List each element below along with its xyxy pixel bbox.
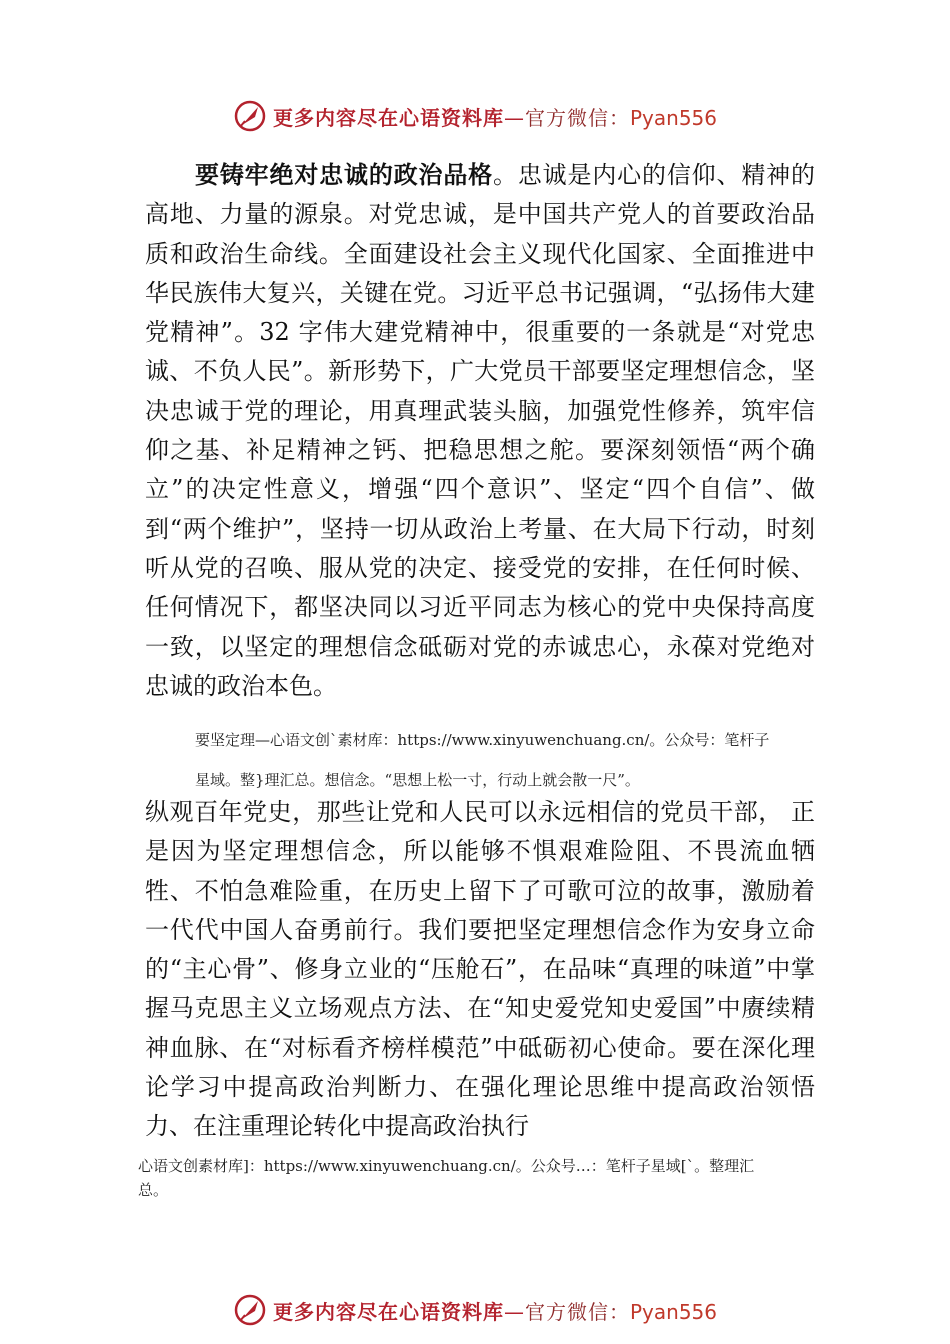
quill-logo-icon bbox=[233, 1293, 267, 1327]
banner-separator: — bbox=[503, 105, 525, 130]
banner-site: 更多内容尽在心语资料库 bbox=[272, 1299, 504, 1324]
paragraph-1-text: 。忠诚是内心的信仰、精神的高地、力量的源泉。对党忠诚，是中国共产党人的首要政治品质和政治生命线。全面建设社会主义现代化国家、全面推进中华民族伟大复兴，关键在党。习近平总书记强调，“弘扬伟大建党精神”。32 字伟大建党精神中，很重要的一条就是“对党忠诚、不负人民”。新形势下，广大党员干部要坚定理想信念，坚决忠诚于党的理论，用真理武装头脑，加强党性修养，筑牢信仰之基、补足精神之钙、把稳思想之舵。要深刻领悟“两个确立”的决定性意义，增强“四个意识”、坚定“四个自信”、做到“两个维护”，坚持一切从政治上考量、在大局下行动，时刻听从党的召唤、服从党的决定、接受党的安排，在任何时候、任何情况下，都坚决同以习近平同志为核心的党中央保持高度一致，以坚定的理想信念砥砺对党的赤诚忠心，永葆对党绝对忠诚的政治本色。 bbox=[145, 161, 815, 700]
banner-text bbox=[273, 102, 717, 131]
banner-site: 更多内容尽在心语资料库 bbox=[272, 105, 504, 130]
header-banner bbox=[0, 96, 950, 136]
footer-banner bbox=[0, 1290, 950, 1330]
banner-text bbox=[273, 1296, 717, 1325]
banner-separator: — bbox=[503, 1299, 525, 1324]
banner-wechat-id: Pyan556 bbox=[629, 1299, 717, 1324]
paragraph-2: 纵观百年党史，那些让党和人民可以永远相信的党员干部， 正是因为坚定理想信念，所以能够不惧艰难险阻、不畏流血牺牲、不怕急难险重，在历史上留下了可歌可泣的故事，激励着一代代中国人奋勇前行。我们要把坚定理想信念作为安身立命的“主心骨”、修身立业的“压舱石”，在品味“真理的味道”中掌握马克思主义立场观点方法、在“知史爱党知史爱国”中赓续精神血脉、在“对标看齐榜样模范”中砥砺初心使命。要在深化理论学习中提高政治判断力、在强化理论思维中提高政治领悟力、在注重理论转化中提高政治执行 bbox=[145, 798, 815, 1141]
watermark-note-2: 星域。整}理汇总。想信念。“思想上松一寸，行动上就会散一尺”。 bbox=[195, 771, 640, 789]
watermark-note-1: 要坚定理—心语文创`素材库：https://www.xinyuwenchuang.cn/。公众号：笔杆子 bbox=[195, 731, 770, 749]
banner-wechat-label: 官方微信： bbox=[524, 1299, 630, 1324]
banner-wechat-id: Pyan556 bbox=[629, 105, 717, 130]
watermark-note-3: 心语文创素材库]：https://www.xinyuwenchuang.cn/。公众号…：笔杆子星域[`。整理汇 bbox=[138, 1157, 755, 1175]
quill-logo-icon bbox=[233, 99, 267, 133]
paragraph-1 bbox=[145, 156, 815, 706]
paragraph-1-lead: 要铸牢绝对忠诚的政治品格 bbox=[195, 161, 493, 189]
watermark-note-4: 总。 bbox=[138, 1181, 169, 1199]
banner-wechat-label: 官方微信： bbox=[524, 105, 630, 130]
